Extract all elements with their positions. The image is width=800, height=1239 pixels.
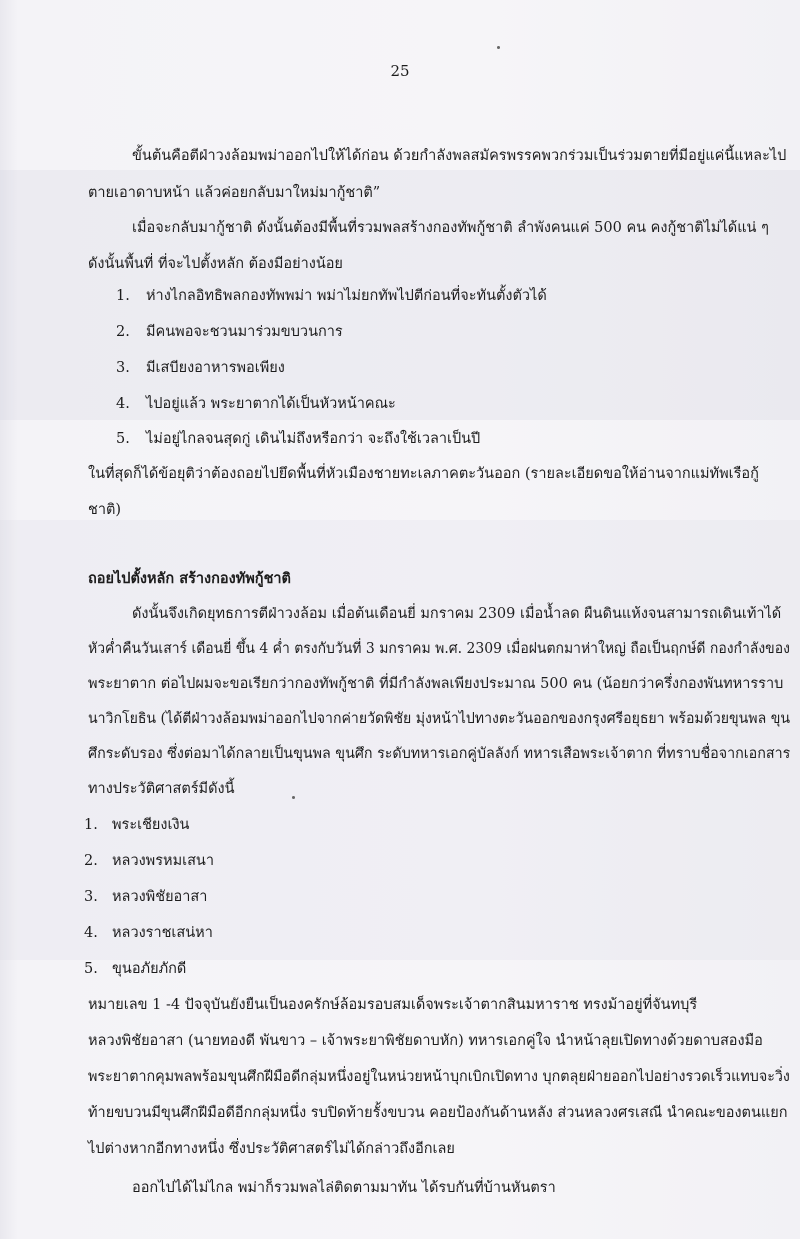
list-item-number: 5. <box>116 431 130 447</box>
paragraph-line: ออกไปได้ไม่ไกล พม่าก็รวมพลไล่ติดตามมาทัน ได้รบกันที่บ้านหันตรา <box>132 1180 556 1196</box>
list-item-number: 2. <box>84 853 98 869</box>
page-number: 25 <box>390 62 410 80</box>
scan-speck <box>292 796 295 799</box>
paragraph-line: หลวงพิชัยอาสา (นายทองดี พันขาว – เจ้าพระยาพิชัยดาบหัก) ทหารเอกคู่ใจ นำหน้าลุยเปิดทางด้วยดาบสองมือ <box>88 1033 763 1049</box>
list-item: หลวงราชเสน่หา <box>112 925 213 941</box>
list-item-number: 4. <box>116 396 130 412</box>
list-item-number: 5. <box>84 961 98 977</box>
paragraph-line: พระยาตาก ต่อไปผมจะขอเรียกว่ากองทัพกู้ชาติ ที่มีกำลังพลเพียงประมาณ 500 คน (น้อยกว่าครึ่งกองพันทหารราบ <box>88 676 784 692</box>
paragraph-line: ชาติ) <box>88 502 122 518</box>
paragraph-line: ท้ายขบวนมีขุนศึกฝีมือดีอีกกลุ่มหนึ่ง รบปิดท้ายรั้งขบวน คอยป้องกันด้านหลัง ส่วนหลวงศรเสณี นำคณะของตนแยก <box>88 1105 788 1121</box>
list-item: ไปอยู่แล้ว พระยาตากได้เป็นหัวหน้าคณะ <box>146 396 396 412</box>
paragraph-line: ไปต่างหากอีกทางหนึ่ง ซึ่งประวัติศาสตร์ไม่ได้กล่าวถึงอีกเลย <box>88 1141 455 1157</box>
list-item: หลวงพิชัยอาสา <box>112 889 208 905</box>
list-item-number: 1. <box>84 817 98 833</box>
list-item: ไม่อยู่ไกลจนสุดกู่ เดินไม่ถึงหรือกว่า จะถึงใช้เวลาเป็นปี <box>146 431 481 447</box>
paragraph-line: หัวค่ำคืนวันเสาร์ เดือนยี่ ขึ้น 4 ค่ำ ตรงกับวันที่ 3 มกราคม พ.ศ. 2309 เมื่อฝนตกมาห่าใหญ่ ถือเป็นฤกษ์ดี กองกำลังของ <box>88 641 790 657</box>
paragraph-line: ตายเอาดาบหน้า แล้วค่อยกลับมาใหม่มากู้ชาติ” <box>88 185 381 201</box>
paragraph-line: ศึกระดับรอง ซึ่งต่อมาได้กลายเป็นขุนพล ขุนศึก ระดับทหารเอกคู่บัลลังก์ ทหารเสือพระเจ้าตาก ที่ทราบชื่อจากเอกสาร <box>88 746 791 762</box>
paragraph-line: นาวิกโยธิน (ได้ตีฝ่าวงล้อมพม่าออกไปจากค่ายวัดพิชัย มุ่งหน้าไปทางตะวันออกของกรุงศรีอยุธยา พร้อมด้วยขุนพล ขุน <box>88 711 790 727</box>
paragraph-line: ในที่สุดก็ได้ข้อยุติว่าต้องถอยไปยึดพื้นที่หัวเมืองชายทะเลภาคตะวันออก (รายละเอียดขอให้อ่านจากแม่ทัพเรือกู้ <box>88 466 759 482</box>
list-item: ห่างไกลอิทธิพลกองทัพพม่า พม่าไม่ยกทัพไปตีก่อนที่จะทันตั้งตัวได้ <box>146 288 547 304</box>
paragraph-line: ดังนั้นจึงเกิดยุทธการตีฝ่าวงล้อม เมื่อต้นเดือนยี่ มกราคม 2309 เมื่อน้ำลด ผืนดินแห้งจนสามารถเดินเท้าได้ <box>132 606 782 622</box>
list-item: หลวงพรหมเสนา <box>112 853 214 869</box>
paragraph-line: พระยาตากคุมพลพร้อมขุนศึกฝีมือดีกลุ่มหนึ่งอยู่ในหน่วยหน้าบุกเบิกเปิดทาง บุกตลุยฝ่ายออกไปอย่างรวดเร็วแทบจะวิ่ง <box>88 1069 790 1085</box>
paragraph-line: ขั้นต้นคือตีฝ่าวงล้อมพม่าออกไปให้ได้ก่อน ด้วยกำลังพลสมัครพรรคพวกร่วมเป็นร่วมตายที่มีอยู่แค่นี้แหละไป <box>132 148 787 164</box>
list-item: พระเชียงเงิน <box>112 817 190 833</box>
paragraph-line: ทางประวัติศาสตร์มีดังนี้ <box>88 781 235 797</box>
scan-speck <box>497 46 500 49</box>
note-line: หมายเลข 1 -4 ปัจจุบันยังยืนเป็นองครักษ์ล้อมรอบสมเด็จพระเจ้าตากสินมหาราช ทรงม้าอยู่ที่จันทบุรี <box>88 997 698 1013</box>
list-item-number: 3. <box>84 889 98 905</box>
list-item-number: 4. <box>84 925 98 941</box>
list-item-number: 1. <box>116 288 130 304</box>
paragraph-line: เมื่อจะกลับมากู้ชาติ ดังนั้นต้องมีพื้นที่รวมพลสร้างกองทัพกู้ชาติ ลำพังคนแค่ 500 คน คงกู้ชาติไม่ได้แน่ ๆ <box>132 220 769 236</box>
list-item-number: 2. <box>116 324 130 340</box>
list-item: มีเสบียงอาหารพอเพียง <box>146 360 285 376</box>
section-heading: ถอยไปตั้งหลัก สร้างกองทัพกู้ชาติ <box>88 570 291 587</box>
list-item: มีคนพอจะชวนมาร่วมขบวนการ <box>146 324 343 340</box>
list-item: ขุนอภัยภักดี <box>112 961 187 977</box>
list-item-number: 3. <box>116 360 130 376</box>
paragraph-line: ดังนั้นพื้นที่ ที่จะไปตั้งหลัก ต้องมีอย่างน้อย <box>88 256 343 272</box>
